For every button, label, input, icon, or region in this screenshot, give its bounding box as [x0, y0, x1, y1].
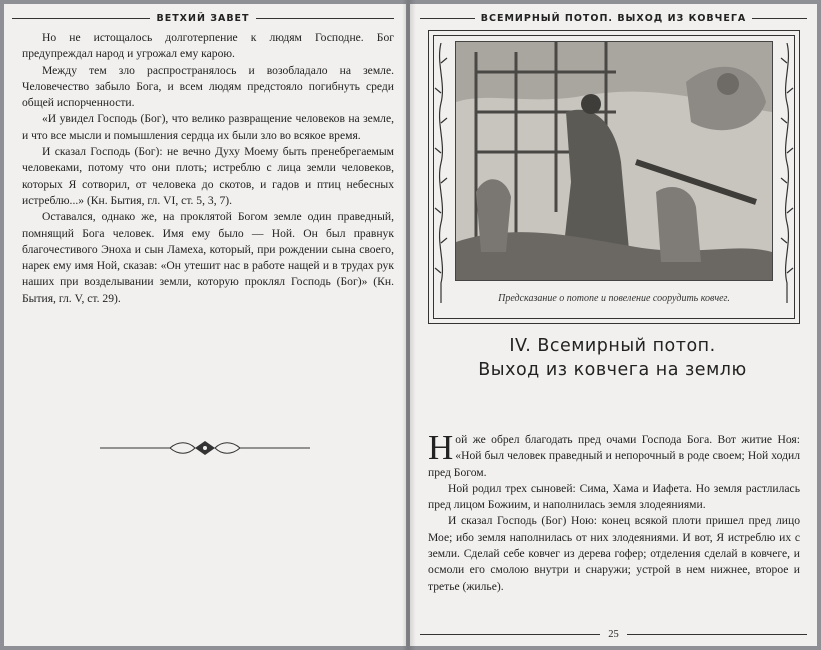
head-rule — [752, 18, 807, 19]
illustration-caption: Предсказание о потопе и повеление соорудить ковчег. — [498, 293, 730, 304]
illustration-frame — [428, 30, 800, 324]
paragraph: Ной родил трех сыновей: Сима, Хама и Иафета. Но земля растлилась пред лицом Божиим, и наполнилась земля злодеяниями. — [428, 481, 800, 512]
left-page — [4, 4, 406, 646]
chapter-title — [440, 334, 785, 382]
head-rule — [256, 18, 394, 19]
ornament-divider — [100, 440, 310, 456]
right-page — [410, 4, 817, 646]
page-footer — [420, 628, 807, 640]
footer-rule — [627, 634, 807, 635]
running-head-title: ВСЕМИРНЫЙ ПОТОП. ВЫХОД ИЗ КОВЧЕГА — [480, 12, 747, 24]
dropcap-letter: Н — [428, 428, 454, 467]
right-body-text — [428, 428, 800, 595]
left-body-text — [22, 30, 394, 307]
footer-rule — [420, 634, 600, 635]
paragraph-text: ой же обрел благодать пред очами Господа Бога. Вот житие Ноя: «Ной был человек праведный и непорочный в роде своем; Ной ходил пред Богом. — [428, 433, 800, 479]
paragraph — [428, 428, 800, 481]
head-rule — [420, 18, 475, 19]
vine-ornament-right — [778, 43, 796, 303]
vine-ornament-left — [432, 43, 450, 303]
running-head-right — [420, 10, 807, 26]
chapter-title-line: Выход из ковчега на землю — [478, 360, 747, 380]
paragraph: Оставался, однако же, на проклятой Богом земле один праведный, помнящий Бога человек. Имя ему было — Ной. Он был правнук благочестивого Эноха и сын Ламеха, который, при рождении сына своего, нарек ему имя Ной, сказав: «Он утешит нас в работе нащей и в трудах рук наших при возделывании земли, которую проклял Господь (Бог)» (Кн. Бытия, гл. V, ст. 29). — [22, 210, 394, 305]
paragraph: И сказал Господь (Бог) Ною: конец всякой плоти пришел пред лицо Мое; ибо земля наполнилась от них злодеяниями. И вот, Я истреблю их с земли. Сделай себе ковчег из дерева гофер; отделения сделай в ковчеге, и осмоли его смолою внутри и снаружи; устрой в нем нижнее, второе и третье (жилье). — [428, 514, 800, 593]
chapter-title-line: IV. Всемирный потоп. — [509, 336, 716, 356]
running-head-title: ВЕТХИЙ ЗАВЕТ — [156, 12, 250, 24]
paragraph: Между тем зло распространялось и возобладало на земле. Человечество забыло Бога, и всем людям предстояло погибнуть среди общей испорченности. — [22, 63, 394, 110]
head-rule — [12, 18, 150, 19]
paragraph: «И увидел Господь (Бог), что велико развращение человеков на земле, и что все мысли и помышления сердца их были зло во всякое время. — [22, 112, 394, 142]
engraving-illustration — [455, 41, 773, 281]
paragraph: И сказал Господь (Бог): не вечно Духу Моему быть пренебрегаемым человеками, потому что они плоть; истреблю с лица земли человеков, которых Я сотворил, от человека до скотов, и гадов и птиц небесных истреблю...» (Кн. Бытия, гл. VI, ст. 5, 3, 7). — [22, 145, 394, 207]
page-number: 25 — [608, 628, 619, 640]
running-head-left — [12, 10, 394, 26]
paragraph: Но не истощалось долготерпение к людям Господне. Бог предупреждал народ и угрожал ему карою. — [22, 31, 394, 61]
